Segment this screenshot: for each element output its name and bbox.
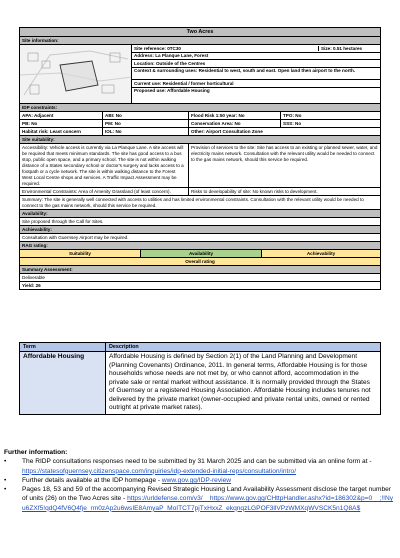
constraint-iol: IOL: No <box>102 128 188 135</box>
shlaa-link[interactable]: https://urldefense.com/v3/__https://www.gov.gg/CHttpHandler.ashx?id=186302&p=0__;!!Nyu6ZXf5!qdQ4fV6Q4fje_rm0zAp2u6wsIE8AmyaP_MoITCT7pjTxHxxZ_ekqnqzLGPOF3llVPzWMXqWVSCK5n1Q8A$ <box>22 495 394 512</box>
further-heading: Further information: <box>4 449 68 456</box>
rag-achievability: Achievability <box>261 250 380 257</box>
site-map <box>20 45 132 103</box>
further-bullet-2 <box>4 476 396 485</box>
services-text: Provision of services to the site: Site has access to an existing or planned sewer, water, and electricity mains network. Consultation with the relevant utility would be needed to connect to the gas mains network, should this service be required. <box>188 144 380 187</box>
rag-availability: Availability <box>140 250 261 257</box>
risks-text: Risks to developability of site: No known risks to development. <box>188 188 380 195</box>
definition-table <box>19 342 381 415</box>
description-cell: Affordable Housing is defined by Section 2(1) of the Land Planning and Development (Planning Covenants) Ordinance, 2011. In general terms, Affordable Housing is for those households whose needs are not met by, or who cannot afford, accommodation in the private sale or rental market without assistance. It is normally provided through the States of Guernsey or a registered Housing Association. Affordable Housing includes tenures not delivered by the private market (owner-occupied and private rental units, owned or rented outright at private market rates). <box>109 353 371 411</box>
suitability-summary: Summary: The site is generally well connected with access to utilities and has limited environmental constraints. Consultation with the relevant utility would be needed to connect to the gas mains network, should this service be required. <box>22 196 364 208</box>
further-bullet-1 <box>4 457 396 476</box>
site-title: Two Acres <box>20 28 380 36</box>
site-assessment-table <box>19 27 381 290</box>
site-location: Location: Outside of the Centres <box>132 59 380 67</box>
summary-assessment-text: Deliverable <box>22 274 45 280</box>
rag-suitability: Suitability <box>20 250 140 257</box>
site-current-use: Current use: Residential / former horticultural <box>132 79 380 87</box>
constraint-abi: ABI: No <box>102 112 188 119</box>
environmental-text: Environmental Constraints: Area of Amenity Grassland (of least concern). <box>22 188 171 194</box>
constraints-label: IDP constraints: <box>20 104 380 111</box>
site-size: Size: 0.51 hectares <box>318 46 378 52</box>
site-proposed-use: Proposed use: Affordable Housing <box>132 87 380 95</box>
achievability-text: Consultation with Guernsey Airport may be required. <box>22 234 129 240</box>
rag-overall: Overall rating <box>20 258 380 265</box>
constraint-pb: PB: No <box>22 120 38 126</box>
bullet-3-text: Pages 18, 53 and 59 of the accompanying Revised Strategic Housing Land Availability Assessment disclose the target number of units (26) on the Two Acres site - <box>22 486 391 503</box>
bullet-dot: • <box>4 458 7 466</box>
site-map-image <box>20 45 132 103</box>
constraint-habitat: Habitat risk: Least concern <box>22 128 81 134</box>
term-header: Term <box>20 343 106 351</box>
site-reference: Site reference: 0TC30 <box>134 45 181 51</box>
consultation-link[interactable]: https://statesofguernsey.citizenspace.com/inquiries/idp-extended-initial-reps/consultation/intro/ <box>22 467 297 475</box>
rag-label: RAG rating: <box>20 242 380 249</box>
bullet-2-text: Further details available at the IDP homepage - <box>22 476 162 484</box>
yield-text: Yield: 26 <box>22 282 41 288</box>
site-address: Address: La Planque Lane, Forest <box>132 52 380 60</box>
constraint-sss: SSS: No <box>280 120 380 127</box>
availability-label: Availability: <box>20 210 380 217</box>
accessibility-text: Accessibility: Vehicle access is currently via La Planque Lane. A site access will be required that meets minimum standards. The site has good access to a bus stop, public open space, and a primary school. The site is not within walking distance of a States secondary school or doctor's surgery and lacks access to a footpath or a cycle network. The site is within walking distance to the Forest West Local Centre shops and services. A Traffic Impact Assessment may be required. <box>22 144 184 186</box>
constraint-apa: APA: Adjacent <box>22 112 54 118</box>
bullet-1-text: The RIDP consultations responses need to be submitted by 31 March 2025 and can be submitted via an online form at - <box>22 458 372 466</box>
term-cell: Affordable Housing <box>20 352 106 414</box>
availability-text: Site proposed through the Call for Sites. <box>22 218 104 224</box>
site-information-label: Site information: <box>20 37 380 44</box>
site-context: Context & surrounding uses: Residential to west, south and east. Open land then airport to the north. <box>132 67 380 80</box>
idp-homepage-link[interactable]: www.gov.gg/IDP-review <box>161 476 232 484</box>
bullet-dot: • <box>4 476 7 484</box>
bullet-dot: • <box>4 486 7 494</box>
further-information <box>4 448 396 513</box>
further-bullet-3 <box>4 485 396 513</box>
constraint-other: Other: Airport Consultation Zone <box>188 128 380 135</box>
summary-assessment-label: Summary Assessment: <box>20 266 380 273</box>
description-header: Description <box>109 344 139 350</box>
constraint-tpo: TPO: No <box>280 112 380 119</box>
constraint-pm: PM: No <box>102 120 188 127</box>
achievability-label: Achievability: <box>20 226 380 233</box>
constraint-flood-risk: Flood Risk 1:50 year: No <box>188 112 280 119</box>
constraint-conservation: Conservation Area: No <box>188 120 280 127</box>
suitability-label: Site suitability: <box>20 136 380 143</box>
